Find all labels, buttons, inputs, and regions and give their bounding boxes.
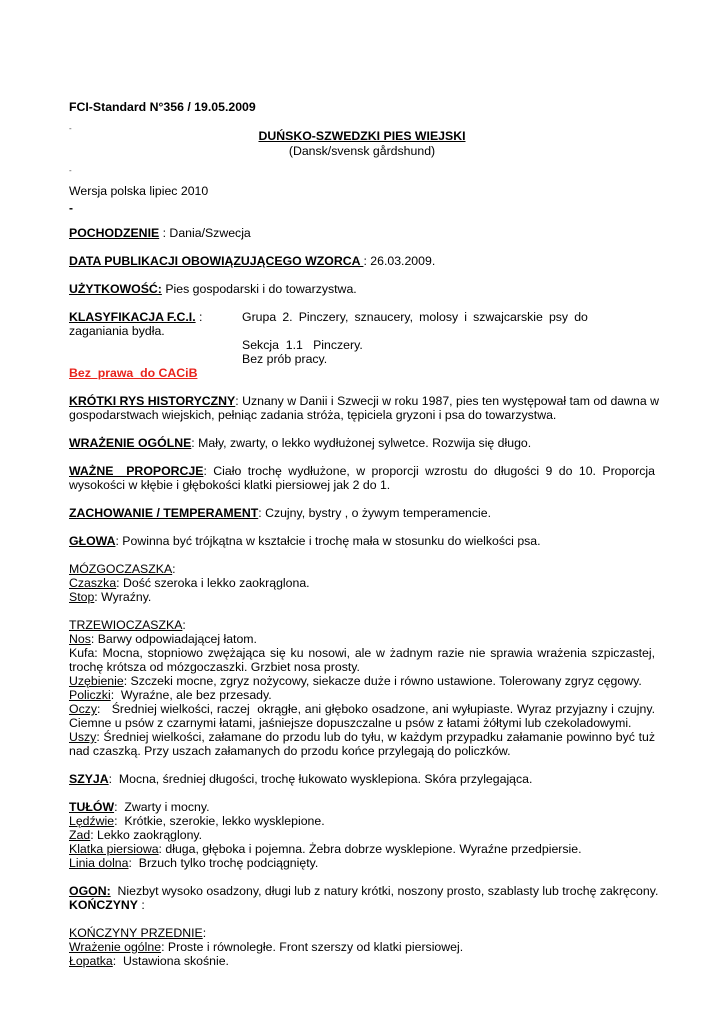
group-word: sznaucery, [354,310,414,324]
group-word: psy [548,310,569,324]
facial-colon: : [182,618,186,632]
cheeks-value: : Wyraźne, ale bez przesady. [110,688,272,702]
body-label: TUŁÓW [69,800,115,814]
nose-label: Nos [69,632,91,646]
underline-line [69,856,318,870]
history-line-2: gospodarstwach wiejskich, pełniąc zadania stróża, tępiciela gryzoni i psa do towarzystwa. [69,408,557,422]
cheeks-line [69,688,272,702]
forequarters-heading [69,926,206,940]
version-line: Wersja polska lipiec 2010 [69,184,209,198]
group-word: 2. [282,310,293,324]
origin-label: POCHODZENIE [69,226,160,240]
publication-value: : 26.03.2009. [363,254,436,268]
eyes-line-1 [69,702,655,716]
classification-group [242,310,588,324]
classification-label: KLASYFIKACJA F.C.I. [69,310,196,324]
impression-label: WRAŻENIE OGÓLNE [69,436,192,450]
origin-line [69,226,251,240]
group-word: Grupa [242,310,277,324]
loin-line [69,814,325,828]
nose-line [69,632,257,646]
utility-label: UŻYTKOWOŚĆ: [69,282,162,296]
loin-label: Lędźwie [69,814,115,828]
nose-value: : Barwy odpowiadającej łatom. [90,632,257,646]
temperament-label: ZACHOWANIE / TEMPERAMENT [69,506,259,520]
chest-label: Klatka piersiowa [69,842,159,856]
forequarters-colon: : [202,926,207,940]
shoulder-label: Łopatka [69,954,113,968]
neck-line [69,772,532,786]
separator-dash: - [69,201,73,215]
standard-number: FCI-Standard N°356 / 19.05.2009 [69,100,256,114]
tail-label: OGON: [69,884,111,898]
stop-line [69,590,151,604]
general-appearance-line [69,940,463,954]
proportions-label: WAŻNE PROPORCJE [69,464,204,478]
shoulder-value: : Ustawiona skośnie. [112,954,229,968]
proportions-text: : Ciało trochę wydłużone, w proporcji wzrostu do długości 9 do 10. Proporcja [203,464,655,478]
general-appearance-value: : Proste i równoległe. Front szerszy od klatki piersiowej. [161,940,464,954]
separator-dash: - [69,124,72,133]
ears-label: Uszy [69,730,97,744]
publication-line [69,254,435,268]
tail-value: Niezbyt wysoko osadzony, długi lub z natury krótki, noszony prosto, szablasty lub trochę zakręcony. [110,884,659,898]
stop-value: : Wyraźny. [94,590,152,604]
underline-label: Linia dolna [69,856,129,870]
classification-colon: : [195,310,203,324]
muzzle-line-1 [69,646,655,660]
teeth-label: Uzębienie [69,674,124,688]
cranial-label: MÓZGOCZASZKA [69,562,173,576]
chest-value: : długa, głęboka i pojemna. Żebra dobrze wysklepione. Wyraźne przedpiersie. [158,842,582,856]
classification-label-line [69,310,202,324]
classification-label-continuation: zaganiania bydła. [69,324,165,338]
teeth-line [69,674,642,688]
breed-title: DUŃSKO-SZWEDZKI PIES WIEJSKI [258,129,466,143]
impression-line [69,436,531,450]
history-text: : Uznany w Danii i Szwecji w roku 1987, pies ten występował tam od dawna w [235,394,660,408]
ears-text: : Średniej wielkości, załamane do przodu lub do tyłu, w każdym przypadku załamanie powinno być tuż [96,730,655,744]
cacib-notice: Bez prawa do CACiB [69,366,198,380]
underline-value: : Brzuch tylko trochę podciągnięty. [128,856,319,870]
eyes-text: : Średniej wielkości, raczej okrągłe, ani głęboko osadzone, ani wyłupiaste. Wyraz przyjazny i czujny. [97,702,655,716]
history-line-1 [69,394,660,408]
impression-value: : Mały, zwarty, o lekko wydłużonej sylwetce. Rozwija się długo. [191,436,532,450]
utility-value: Pies gospodarski i do towarzystwa. [161,282,357,296]
chest-line [69,842,582,856]
limbs-colon: : [138,898,145,912]
skull-label: Czaszka [69,576,117,590]
ears-line-2: nad czaszką. Przy uszach załamanych do przodu końce przylegają do policzków. [69,744,511,758]
body-value: : Zwarty i mocny. [114,800,210,814]
neck-value: : Mocna, średniej długości, trochę łukowato wysklepiona. Skóra przylegająca. [108,772,533,786]
general-appearance-label: Wrażenie ogólne [69,940,162,954]
temperament-line [69,506,491,520]
group-word: Pinczery, [298,310,349,324]
facial-heading [69,618,186,632]
skull-value: : Dość szeroka i lekko zaokrąglona. [116,576,310,590]
cranial-colon: : [172,562,176,576]
history-label: KRÓTKI RYS HISTORYCZNY [69,394,236,408]
head-value: : Powinna być trójkątna w kształcie i trochę mała w stosunku do wielkości psa. [115,534,541,548]
body-line [69,800,210,814]
loin-value: : Krótkie, szerokie, lekko wysklepione. [114,814,325,828]
forequarters-label: KOŃCZYNY PRZEDNIE [69,926,203,940]
ears-line-1 [69,730,655,744]
head-line [69,534,541,548]
utility-line [69,282,357,296]
limbs-heading [69,898,145,912]
cheeks-label: Policzki [69,688,111,702]
head-label: GŁOWA [69,534,116,548]
cranial-heading [69,562,176,576]
eyes-line-2: Ciemne u psów z czarnymi łatami, jaśniejsze dopuszczalne u psów z łatami żółtymi lub czekoladowymi. [69,716,632,730]
facial-label: TRZEWIOCZASZKA [69,618,183,632]
tail-line [69,884,658,898]
muzzle-line-2: trochę krótsza od mózgoczaszki. Grzbiet nosa prosty. [69,660,360,674]
limbs-label: KOŃCZYNY [69,898,139,912]
stop-label: Stop [69,590,95,604]
eyes-label: Oczy [69,702,98,716]
classification-trial: Bez prób pracy. [242,352,328,366]
classification-section: Sekcja 1.1 Pinczery. [242,338,363,352]
origin-value: : Dania/Szwecja [159,226,251,240]
croup-value: : Lekko zaokrąglony. [90,828,203,842]
group-word: szwajcarskie [473,310,543,324]
croup-label: Zad [69,828,91,842]
muzzle-text: Kufa: Mocna, stopniowo zwężająca się ku nosowi, ale w żadnym razie nie sprawia wrażenia szpiczastej, [69,646,655,660]
separator-dash: - [69,166,72,175]
temperament-value: : Czujny, bystry , o żywym temperamencie. [258,506,492,520]
croup-line [69,828,202,842]
breed-subtitle: (Dansk/svensk gårdshund) [288,144,436,158]
group-word: do [574,310,588,324]
shoulder-line [69,954,229,968]
publication-label: DATA PUBLIKACJI OBOWIĄZUJĄCEGO WZORCA [69,254,364,268]
teeth-value: : Szczeki mocne, zgryz nożycowy, siekacze duże i równo ustawione. Tolerowany zgryz cęgowy. [123,674,642,688]
neck-label: SZYJA [69,772,109,786]
proportions-line-1 [69,464,655,478]
group-word: i [464,310,467,324]
group-word: molosy [419,310,459,324]
skull-line [69,576,310,590]
proportions-line-2: wysokości w kłębie i głębokości klatki piersiowej jak 2 do 1. [69,478,391,492]
